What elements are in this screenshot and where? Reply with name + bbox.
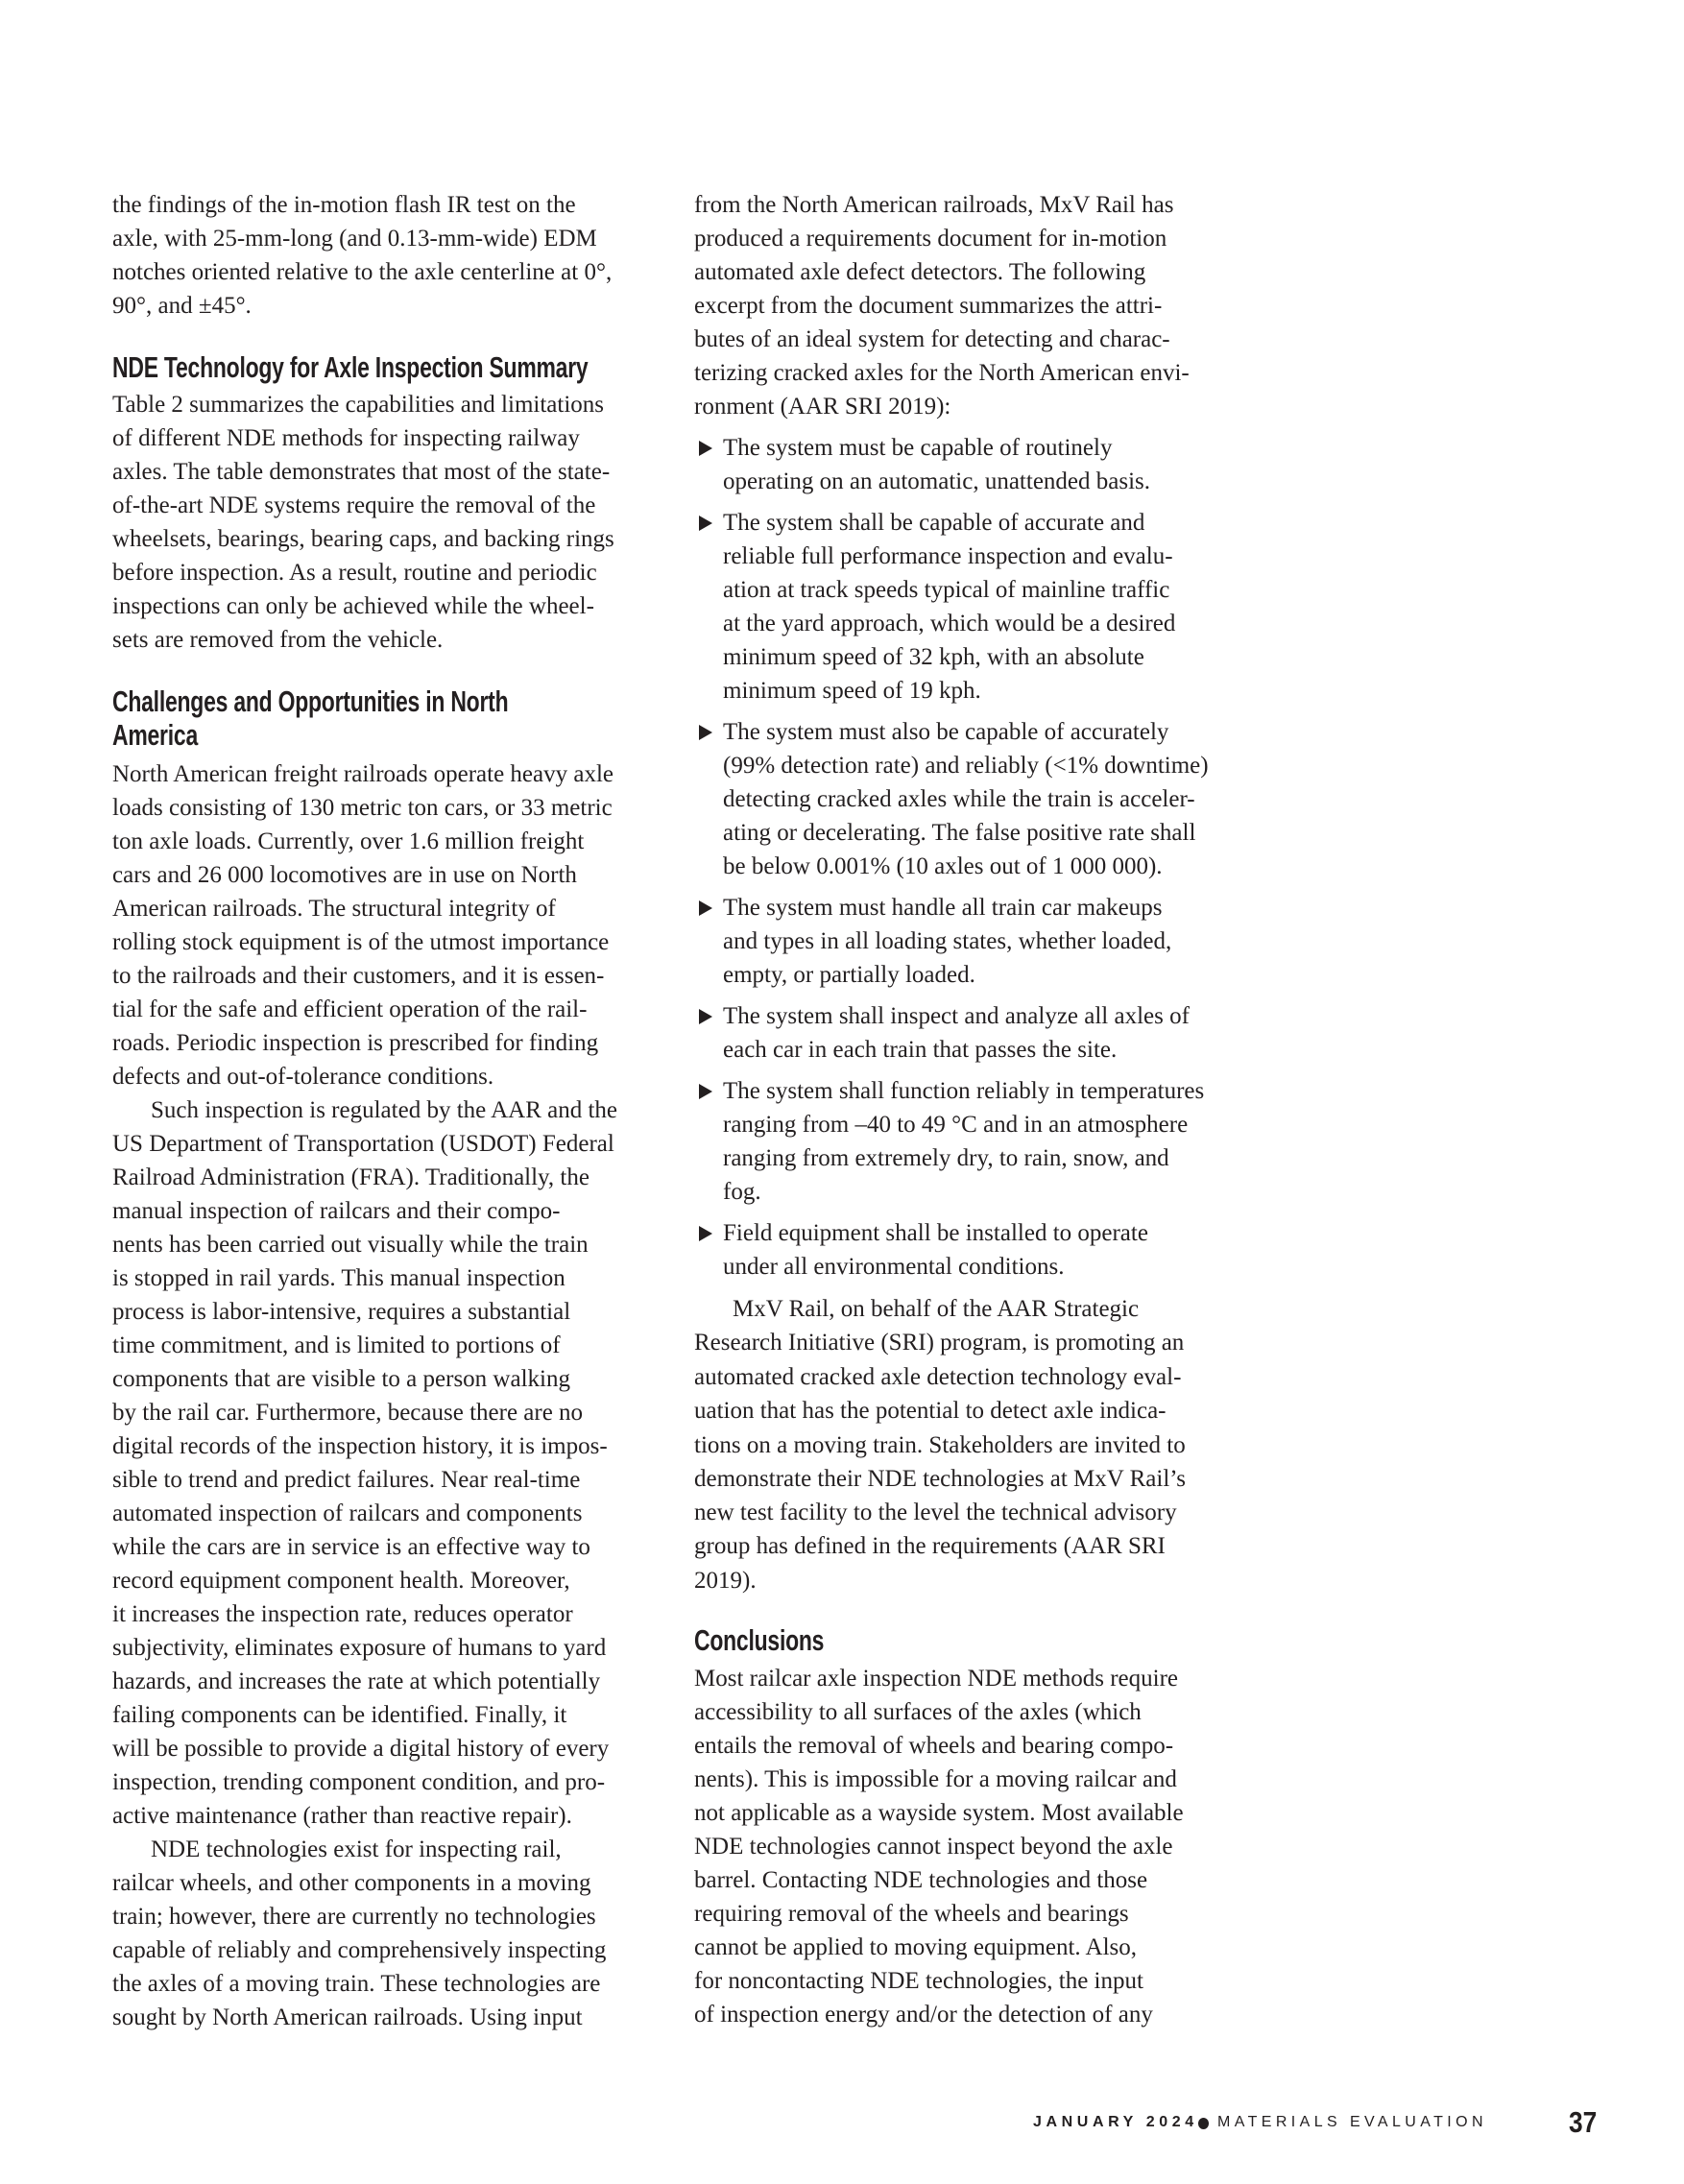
body-line: Such inspection is regulated by the AAR and the: [151, 1097, 618, 1123]
body-line: NDE technologies cannot inspect beyond the axle: [694, 1834, 1173, 1860]
body-line: MxV Rail, on behalf of the AAR Strategic: [733, 1296, 1140, 1322]
body-line: accessibility to all surfaces of the axles (which: [694, 1699, 1142, 1725]
body-line: failing components can be identified. Finally, it: [112, 1702, 567, 1728]
body-line: is stopped in rail yards. This manual inspection: [112, 1265, 565, 1291]
bullet-line: reliable full performance inspection and evalu-: [723, 543, 1173, 569]
bullet-dot-icon: [1198, 2118, 1209, 2129]
body-line: automated axle defect detectors. The following: [694, 259, 1146, 285]
page-number: 37: [1569, 2105, 1598, 2139]
body-line: capable of reliably and comprehensively inspecting: [112, 1937, 607, 1963]
body-line: axles. The table demonstrates that most of the state-: [112, 459, 611, 485]
body-line: 90°, and ±45°.: [112, 293, 252, 319]
triangle-right-icon: [699, 725, 712, 740]
body-line: notches oriented relative to the axle centerline at 0°,: [112, 259, 613, 285]
body-line: Railroad Administration (FRA). Traditionally, the: [112, 1164, 589, 1190]
body-line: nents). This is impossible for a moving railcar and: [694, 1766, 1177, 1792]
bullet-line: ation at track speeds typical of mainline traffic: [723, 577, 1170, 603]
bullet-line: at the yard approach, which would be a desired: [723, 611, 1176, 636]
body-line: railcar wheels, and other components in a moving: [112, 1870, 591, 1896]
body-line: ronment (AAR SRI 2019):: [694, 394, 951, 420]
body-line: butes of an ideal system for detecting and charac-: [694, 326, 1170, 352]
body-line: it increases the inspection rate, reduces operator: [112, 1601, 573, 1627]
bullet-line: each car in each train that passes the site.: [723, 1037, 1118, 1063]
bullet-line: minimum speed of 32 kph, with an absolute: [723, 644, 1144, 670]
body-line: will be possible to provide a digital history of every: [112, 1736, 610, 1762]
bullet-line: operating on an automatic, unattended basis.: [723, 468, 1151, 494]
body-line: digital records of the inspection history, it is impos-: [112, 1433, 608, 1459]
body-line: of different NDE methods for inspecting railway: [112, 425, 580, 451]
body-line: train; however, there are currently no technologies: [112, 1904, 596, 1930]
section-heading-challenges: Challenges and Opportunities in North: [112, 684, 509, 718]
body-line: nents has been carried out visually while the train: [112, 1232, 589, 1258]
bullet-line: fog.: [723, 1179, 761, 1205]
bullet-line: The system must handle all train car makeups: [723, 895, 1163, 921]
body-line: inspection, trending component condition, and pro-: [112, 1769, 606, 1795]
body-line: excerpt from the document summarizes the attri-: [694, 293, 1163, 319]
body-line: tions on a moving train. Stakeholders are invited to: [694, 1432, 1186, 1458]
body-line: 2019).: [694, 1568, 757, 1594]
body-line: NDE technologies exist for inspecting rail,: [151, 1836, 562, 1862]
body-line: time commitment, and is limited to portions of: [112, 1332, 561, 1358]
bullet-line: be below 0.001% (10 axles out of 1 000 000).: [723, 853, 1163, 879]
bullet-line: Field equipment shall be installed to operate: [723, 1220, 1148, 1246]
body-line: US Department of Transportation (USDOT) Federal: [112, 1131, 614, 1157]
body-line: loads consisting of 130 metric ton cars, or 33 metric: [112, 795, 613, 821]
body-line: group has defined in the requirements (AAR SRI: [694, 1533, 1166, 1559]
triangle-right-icon: [699, 900, 712, 916]
body-line: rolling stock equipment is of the utmost importance: [112, 929, 610, 955]
triangle-right-icon: [699, 441, 712, 456]
body-line: of-the-art NDE systems require the removal of the: [112, 492, 596, 518]
body-line: wheelsets, bearings, bearing caps, and backing rings: [112, 526, 614, 552]
bullet-line: minimum speed of 19 kph.: [723, 678, 981, 704]
body-line: terizing cracked axles for the North American envi-: [694, 360, 1190, 386]
body-line: not applicable as a wayside system. Most available: [694, 1800, 1184, 1826]
body-line: North American freight railroads operate heavy axle: [112, 761, 613, 787]
bullet-line: (99% detection rate) and reliably (<1% downtime): [723, 753, 1209, 779]
body-line: tial for the safe and efficient operation of the rail-: [112, 996, 588, 1022]
body-line: manual inspection of railcars and their compo-: [112, 1198, 561, 1224]
bullet-line: under all environmental conditions.: [723, 1254, 1065, 1280]
body-line: record equipment component health. Moreover,: [112, 1568, 570, 1594]
body-line: automated inspection of railcars and components: [112, 1500, 583, 1526]
body-line: of inspection energy and/or the detection of any: [694, 2002, 1153, 2028]
body-line: demonstrate their NDE technologies at MxV Rail’s: [694, 1466, 1186, 1492]
triangle-right-icon: [699, 516, 712, 531]
body-line: requiring removal of the wheels and bearings: [694, 1901, 1129, 1927]
body-line: Research Initiative (SRI) program, is promoting an: [694, 1330, 1185, 1356]
body-line: the axles of a moving train. These technologies are: [112, 1971, 601, 1997]
body-line: cars and 26 000 locomotives are in use on North: [112, 862, 577, 888]
body-line: ton axle loads. Currently, over 1.6 million freight: [112, 828, 585, 854]
body-line: the findings of the in-motion flash IR test on the: [112, 192, 576, 218]
body-line: automated cracked axle detection technology eval-: [694, 1364, 1182, 1390]
body-line: barrel. Contacting NDE technologies and those: [694, 1867, 1148, 1893]
section-heading-conclusions: Conclusions: [694, 1623, 825, 1657]
body-line: before inspection. As a result, routine and periodic: [112, 560, 597, 586]
journal-name: MATERIALS EVALUATION: [1217, 2114, 1487, 2130]
bullet-line: The system shall be capable of accurate and: [723, 510, 1145, 536]
bullet-line: The system must be capable of routinely: [723, 435, 1113, 461]
bullet-line: The system must also be capable of accurately: [723, 719, 1169, 745]
body-line: produced a requirements document for in-motion: [694, 226, 1167, 252]
body-line: cannot be applied to moving equipment. Also,: [694, 1934, 1138, 1960]
body-line: inspections can only be achieved while the wheel-: [112, 593, 594, 619]
body-line: sought by North American railroads. Using input: [112, 2004, 583, 2030]
triangle-right-icon: [699, 1226, 712, 1241]
bullet-line: ating or decelerating. The false positive rate shall: [723, 820, 1196, 846]
body-line: process is labor-intensive, requires a substantial: [112, 1299, 571, 1325]
body-line: Most railcar axle inspection NDE methods require: [694, 1666, 1179, 1692]
body-line: hazards, and increases the rate at which potentially: [112, 1668, 601, 1694]
body-line: sible to trend and predict failures. Near real-time: [112, 1467, 581, 1493]
bullet-line: and types in all loading states, whether loaded,: [723, 928, 1172, 954]
triangle-right-icon: [699, 1009, 712, 1024]
body-line: to the railroads and their customers, and it is essen-: [112, 963, 605, 989]
body-line: subjectivity, eliminates exposure of humans to yard: [112, 1635, 607, 1661]
body-line: uation that has the potential to detect axle indica-: [694, 1398, 1167, 1424]
body-line: by the rail car. Furthermore, because there are no: [112, 1400, 584, 1426]
body-line: American railroads. The structural integrity of: [112, 896, 556, 922]
section-heading-challenges-cont: America: [112, 718, 198, 752]
body-line: components that are visible to a person walking: [112, 1366, 570, 1392]
body-line: axle, with 25-mm-long (and 0.13-mm-wide) EDM: [112, 226, 597, 252]
bullet-line: ranging from –40 to 49 °C and in an atmosphere: [723, 1112, 1189, 1138]
body-line: new test facility to the level the technical advisory: [694, 1500, 1177, 1525]
section-heading-nde-summary: NDE Technology for Axle Inspection Summary: [112, 350, 589, 384]
triangle-right-icon: [699, 1084, 712, 1099]
body-line: entails the removal of wheels and bearing compo-: [694, 1733, 1174, 1759]
body-line: defects and out-of-tolerance conditions.: [112, 1064, 494, 1090]
body-line: active maintenance (rather than reactive repair).: [112, 1803, 572, 1829]
body-line: roads. Periodic inspection is prescribed for finding: [112, 1030, 599, 1056]
body-line: for noncontacting NDE technologies, the input: [694, 1968, 1143, 1994]
body-line: Table 2 summarizes the capabilities and limitations: [112, 392, 604, 418]
bullet-line: empty, or partially loaded.: [723, 962, 975, 988]
body-line: while the cars are in service is an effective way to: [112, 1534, 590, 1560]
issue-date: JANUARY 2024: [1033, 2114, 1198, 2130]
bullet-line: The system shall inspect and analyze all axles of: [723, 1003, 1190, 1029]
body-line: from the North American railroads, MxV Rail has: [694, 192, 1174, 218]
bullet-line: ranging from extremely dry, to rain, snow, and: [723, 1145, 1169, 1171]
bullet-line: The system shall function reliably in temperatures: [723, 1078, 1205, 1104]
body-line: sets are removed from the vehicle.: [112, 627, 444, 653]
bullet-line: detecting cracked axles while the train is acceler-: [723, 786, 1195, 812]
